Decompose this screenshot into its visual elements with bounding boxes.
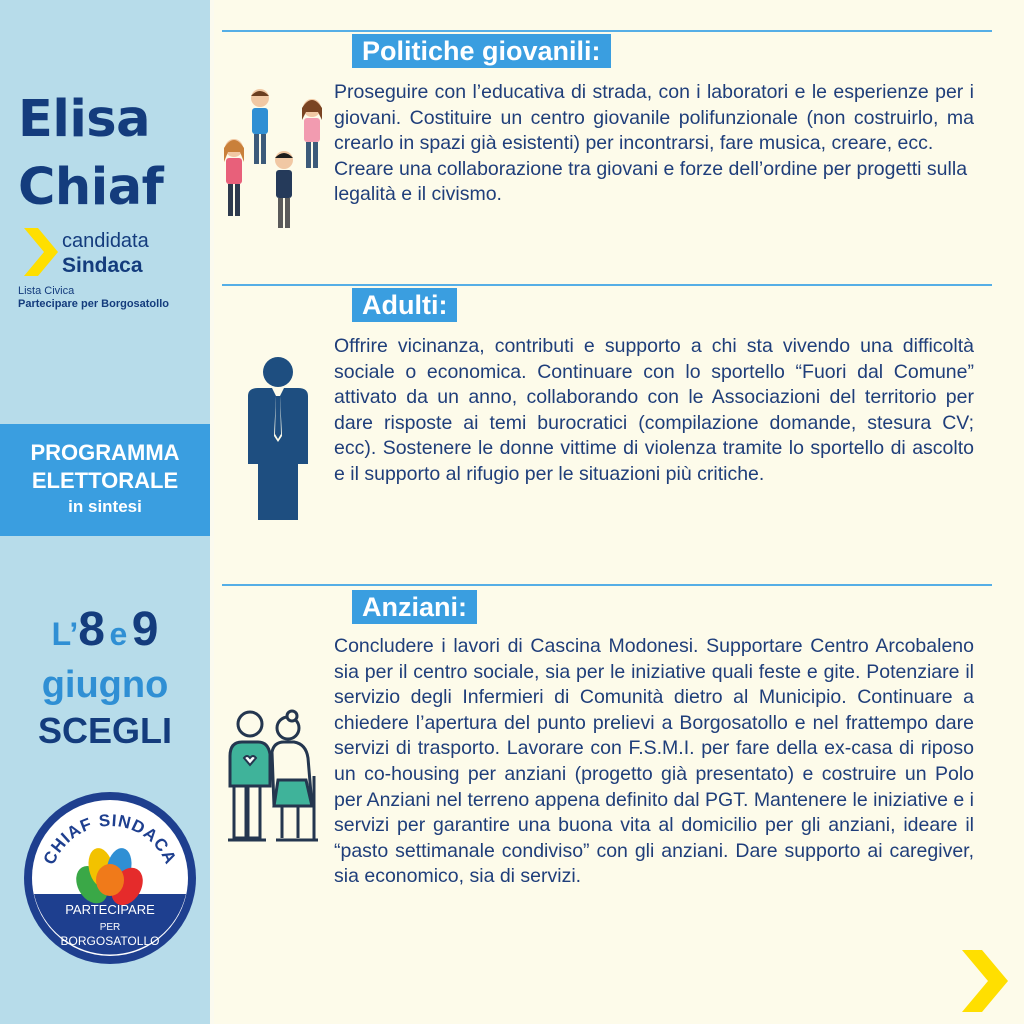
elderly-couple-icon	[222, 706, 322, 844]
date-day-9: 9	[131, 603, 159, 656]
section-text-elderly	[334, 634, 974, 890]
hands-logo-icon	[22, 790, 198, 966]
adult-person-icon	[244, 356, 312, 520]
date-prefix: L’	[51, 616, 79, 652]
logo-line-2: PER	[99, 922, 121, 933]
youth-group-icon	[220, 86, 328, 234]
chevron-right-icon	[960, 950, 1008, 1012]
chevron-right-icon	[22, 228, 58, 276]
candidate-label: candidata	[62, 230, 149, 252]
list-label: Lista Civica	[18, 285, 75, 297]
paragraph: Proseguire con l’educativa di strada, con i laboratori e le esperienze per i giovani. Costituire un centro giovanile polifunzionale (non costruirlo, ma crearlo in spazi già esistenti) per incontrarsi, fare musica, creare, ecc.	[334, 81, 974, 155]
section-text-adults	[334, 334, 974, 488]
paragraph: Concludere i lavori di Cascina Modonesi. Supportare Centro Arcobaleno sia per il centro sociale, sia per le iniziative quali feste e gite. Potenziare il servizio degli Infermieri di Comunità dietro al Municipio. Continuare a chiedere l’apertura del punto prelievi a Borgosatollo e nel frattempo dare servizi di trasporto. Lavorare con F.S.M.I. per fare della ex-casa di riposo un co-housing per anziani (progetto già presentato) e costruire un Polo per Anziani nel terreno appena definito dal PGT. Mantenere le iniziative e i servizi per garantire una buona vita al domicilio per gli anziani, ideare il “pasto settimanale condiviso” con gli anziani. Dare supporto ai caregiver, sia economico, sia di servizi.	[334, 635, 974, 888]
paragraph: Creare una collaborazione tra giovani e forze dell’ordine per progetti sulla legalità e il civismo.	[334, 157, 968, 206]
candidate-first-name: Elisa	[18, 90, 151, 149]
date-day-8: 8	[78, 603, 105, 656]
paragraph: Offrire vicinanza, contributi e supporto a chi sta vivendo una difficoltà sociale o economica. Continuare con lo sportello “Fuori dal Comune” attivato da un anno, collaborando con le Associazioni del territorio per dare risposte ai temi burocratici (compilazione domande, stesura CV; ecc). Sostenere le donne vittime di violenza tramite lo sportello di ascolto e il supporto al rifugio per le situazioni più critiche.	[334, 335, 974, 485]
section-title-youth: Politiche giovanili:	[352, 34, 611, 68]
program-box	[0, 424, 210, 536]
sidebar	[0, 0, 210, 1024]
candidate-last-name: Chiaf	[18, 158, 164, 217]
program-line-3: in sintesi	[68, 497, 142, 516]
section-title-elderly: Anziani:	[352, 590, 477, 624]
sidebar-divider	[210, 0, 214, 1024]
logo-arc-text: CHIAF SINDACA	[39, 810, 181, 868]
date-conjunction: e	[109, 616, 128, 652]
section-title-adults: Adulti:	[352, 288, 457, 322]
logo-line-1: PARTECIPARE	[65, 902, 155, 917]
section-divider	[222, 30, 992, 32]
election-date	[0, 602, 210, 657]
candidate-role: Sindaca	[62, 254, 143, 277]
section-text-youth	[334, 80, 974, 208]
program-line-1: PROGRAMMA	[30, 440, 180, 465]
election-month: giugno	[41, 664, 169, 706]
call-to-action: SCEGLI	[37, 710, 172, 751]
program-line-2: ELETTORALE	[31, 468, 179, 493]
logo-line-3: BORGOSATOLLO	[60, 934, 160, 948]
section-divider	[222, 284, 992, 286]
section-divider	[222, 584, 992, 586]
list-name: Partecipare per Borgosatollo	[18, 298, 169, 310]
